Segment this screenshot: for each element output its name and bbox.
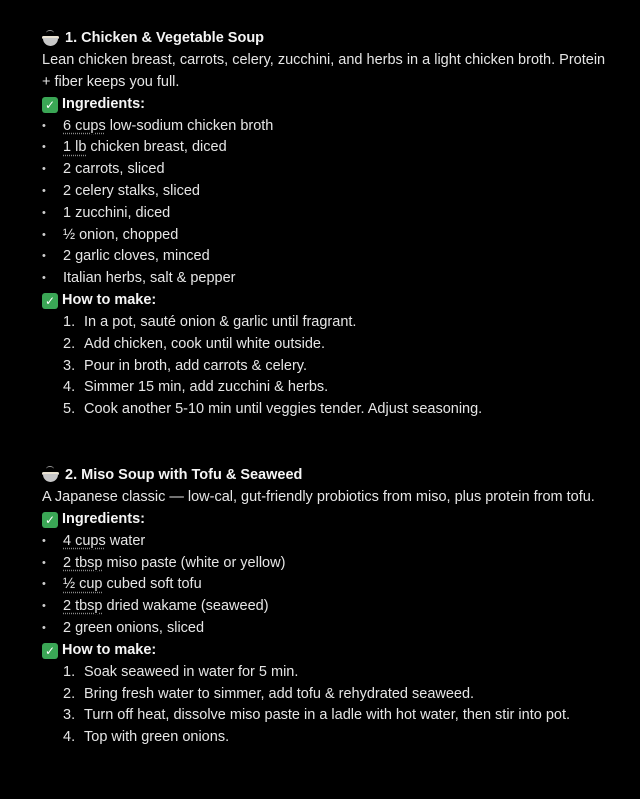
step-number: 4.: [63, 729, 76, 746]
step-text: Add chicken, cook until white outside.: [84, 335, 325, 352]
recipe-document: [42, 28, 622, 749]
steps-list: [42, 312, 622, 421]
how-to-heading: [42, 290, 622, 312]
step-number: 2.: [63, 685, 76, 702]
ingredient-text: low-sodium chicken broth: [105, 117, 274, 134]
ingredient-quantity: 2 tbsp: [63, 598, 103, 615]
steps-list: [42, 662, 622, 749]
ingredient-text: cubed soft tofu: [102, 576, 202, 593]
recipe-title-text: 1. Chicken & Vegetable Soup: [65, 30, 265, 47]
recipe-title-text: 2. Miso Soup with Tofu & Seaweed: [65, 467, 303, 484]
step-text: In a pot, sauté onion & garlic until fragrant.: [84, 313, 357, 330]
step-item: [42, 727, 622, 749]
ingredient-text: ½ onion, chopped: [63, 226, 179, 243]
step-number: 4.: [63, 379, 76, 396]
step-item: [42, 705, 622, 727]
step-number: 5.: [63, 401, 76, 418]
how-to-label: How to make:: [62, 641, 157, 658]
how-to-heading: [42, 640, 622, 662]
ingredient-text: Italian herbs, salt & pepper: [63, 270, 236, 287]
step-number: 1.: [63, 313, 76, 330]
ingredient-quantity: 2 tbsp: [63, 554, 103, 571]
ingredients-heading: [42, 94, 622, 116]
step-item: [42, 356, 622, 378]
ingredient-item: [42, 159, 622, 181]
step-number: 1.: [63, 663, 76, 680]
ingredient-quantity: 4 cups: [63, 532, 106, 549]
ingredient-item: [42, 203, 622, 225]
ingredient-text: 2 celery stalks, sliced: [63, 182, 200, 199]
step-item: [42, 662, 622, 684]
step-text: Pour in broth, add carrots & celery.: [84, 357, 307, 374]
step-text: Top with green onions.: [84, 729, 230, 746]
ingredients-label: Ingredients:: [62, 95, 145, 112]
step-text: Bring fresh water to simmer, add tofu & rehydrated seaweed.: [84, 685, 475, 702]
step-text: Soak seaweed in water for 5 min.: [84, 663, 299, 680]
ingredient-item: [42, 618, 622, 640]
step-text: Cook another 5-10 min until veggies tender. Adjust seasoning.: [84, 401, 483, 418]
ingredient-item: [42, 531, 622, 553]
ingredient-item: [42, 116, 622, 138]
ingredients-heading: [42, 509, 622, 531]
ingredient-item: [42, 268, 622, 290]
check-mark-icon: ✓: [42, 643, 58, 659]
recipe-title: [42, 465, 622, 487]
ingredient-text: dried wakame (seaweed): [102, 598, 269, 615]
ingredient-item: [42, 596, 622, 618]
step-number: 3.: [63, 707, 76, 724]
recipe-1: [42, 28, 622, 421]
step-item: [42, 399, 622, 421]
check-mark-icon: ✓: [42, 512, 58, 528]
ingredients-label: Ingredients:: [62, 510, 145, 527]
step-text: Turn off heat, dissolve miso paste in a ladle with hot water, then stir into pot.: [84, 707, 571, 724]
step-item: [42, 334, 622, 356]
step-text: Simmer 15 min, add zucchini & herbs.: [84, 379, 329, 396]
ingredient-item: [42, 137, 622, 159]
recipe-description: Lean chicken breast, carrots, celery, zucchini, and herbs in a light chicken broth. Protein + fiber keeps you full.: [42, 52, 606, 90]
ingredient-text: 1 zucchini, diced: [63, 204, 171, 221]
ingredient-text: chicken breast, diced: [86, 139, 227, 156]
step-number: 2.: [63, 335, 76, 352]
ingredient-item: [42, 225, 622, 247]
ingredients-list: [42, 116, 622, 290]
ingredient-text: 2 carrots, sliced: [63, 161, 165, 178]
step-item: [42, 312, 622, 334]
ingredient-item: [42, 574, 622, 596]
check-mark-icon: ✓: [42, 293, 58, 309]
step-number: 3.: [63, 357, 76, 374]
ingredient-text: miso paste (white or yellow): [102, 554, 286, 571]
ingredient-text: water: [105, 532, 146, 549]
soup-bowl-icon: [42, 33, 59, 46]
ingredient-item: [42, 553, 622, 575]
soup-bowl-icon: [42, 469, 59, 482]
check-mark-icon: ✓: [42, 97, 58, 113]
ingredient-quantity: 1 lb: [63, 139, 87, 156]
recipe-title: [42, 28, 622, 50]
ingredient-text: 2 garlic cloves, minced: [63, 248, 210, 265]
ingredient-text: 2 green onions, sliced: [63, 619, 205, 636]
step-item: [42, 684, 622, 706]
ingredient-item: [42, 246, 622, 268]
ingredients-list: [42, 531, 622, 640]
recipe-description: A Japanese classic — low-cal, gut-friendly probiotics from miso, plus protein from tofu.: [42, 488, 595, 505]
recipe-2: [42, 465, 622, 749]
ingredient-quantity: 6 cups: [63, 117, 106, 134]
step-item: [42, 377, 622, 399]
ingredient-item: [42, 181, 622, 203]
ingredient-quantity: ½ cup: [63, 576, 103, 593]
how-to-label: How to make:: [62, 292, 157, 309]
